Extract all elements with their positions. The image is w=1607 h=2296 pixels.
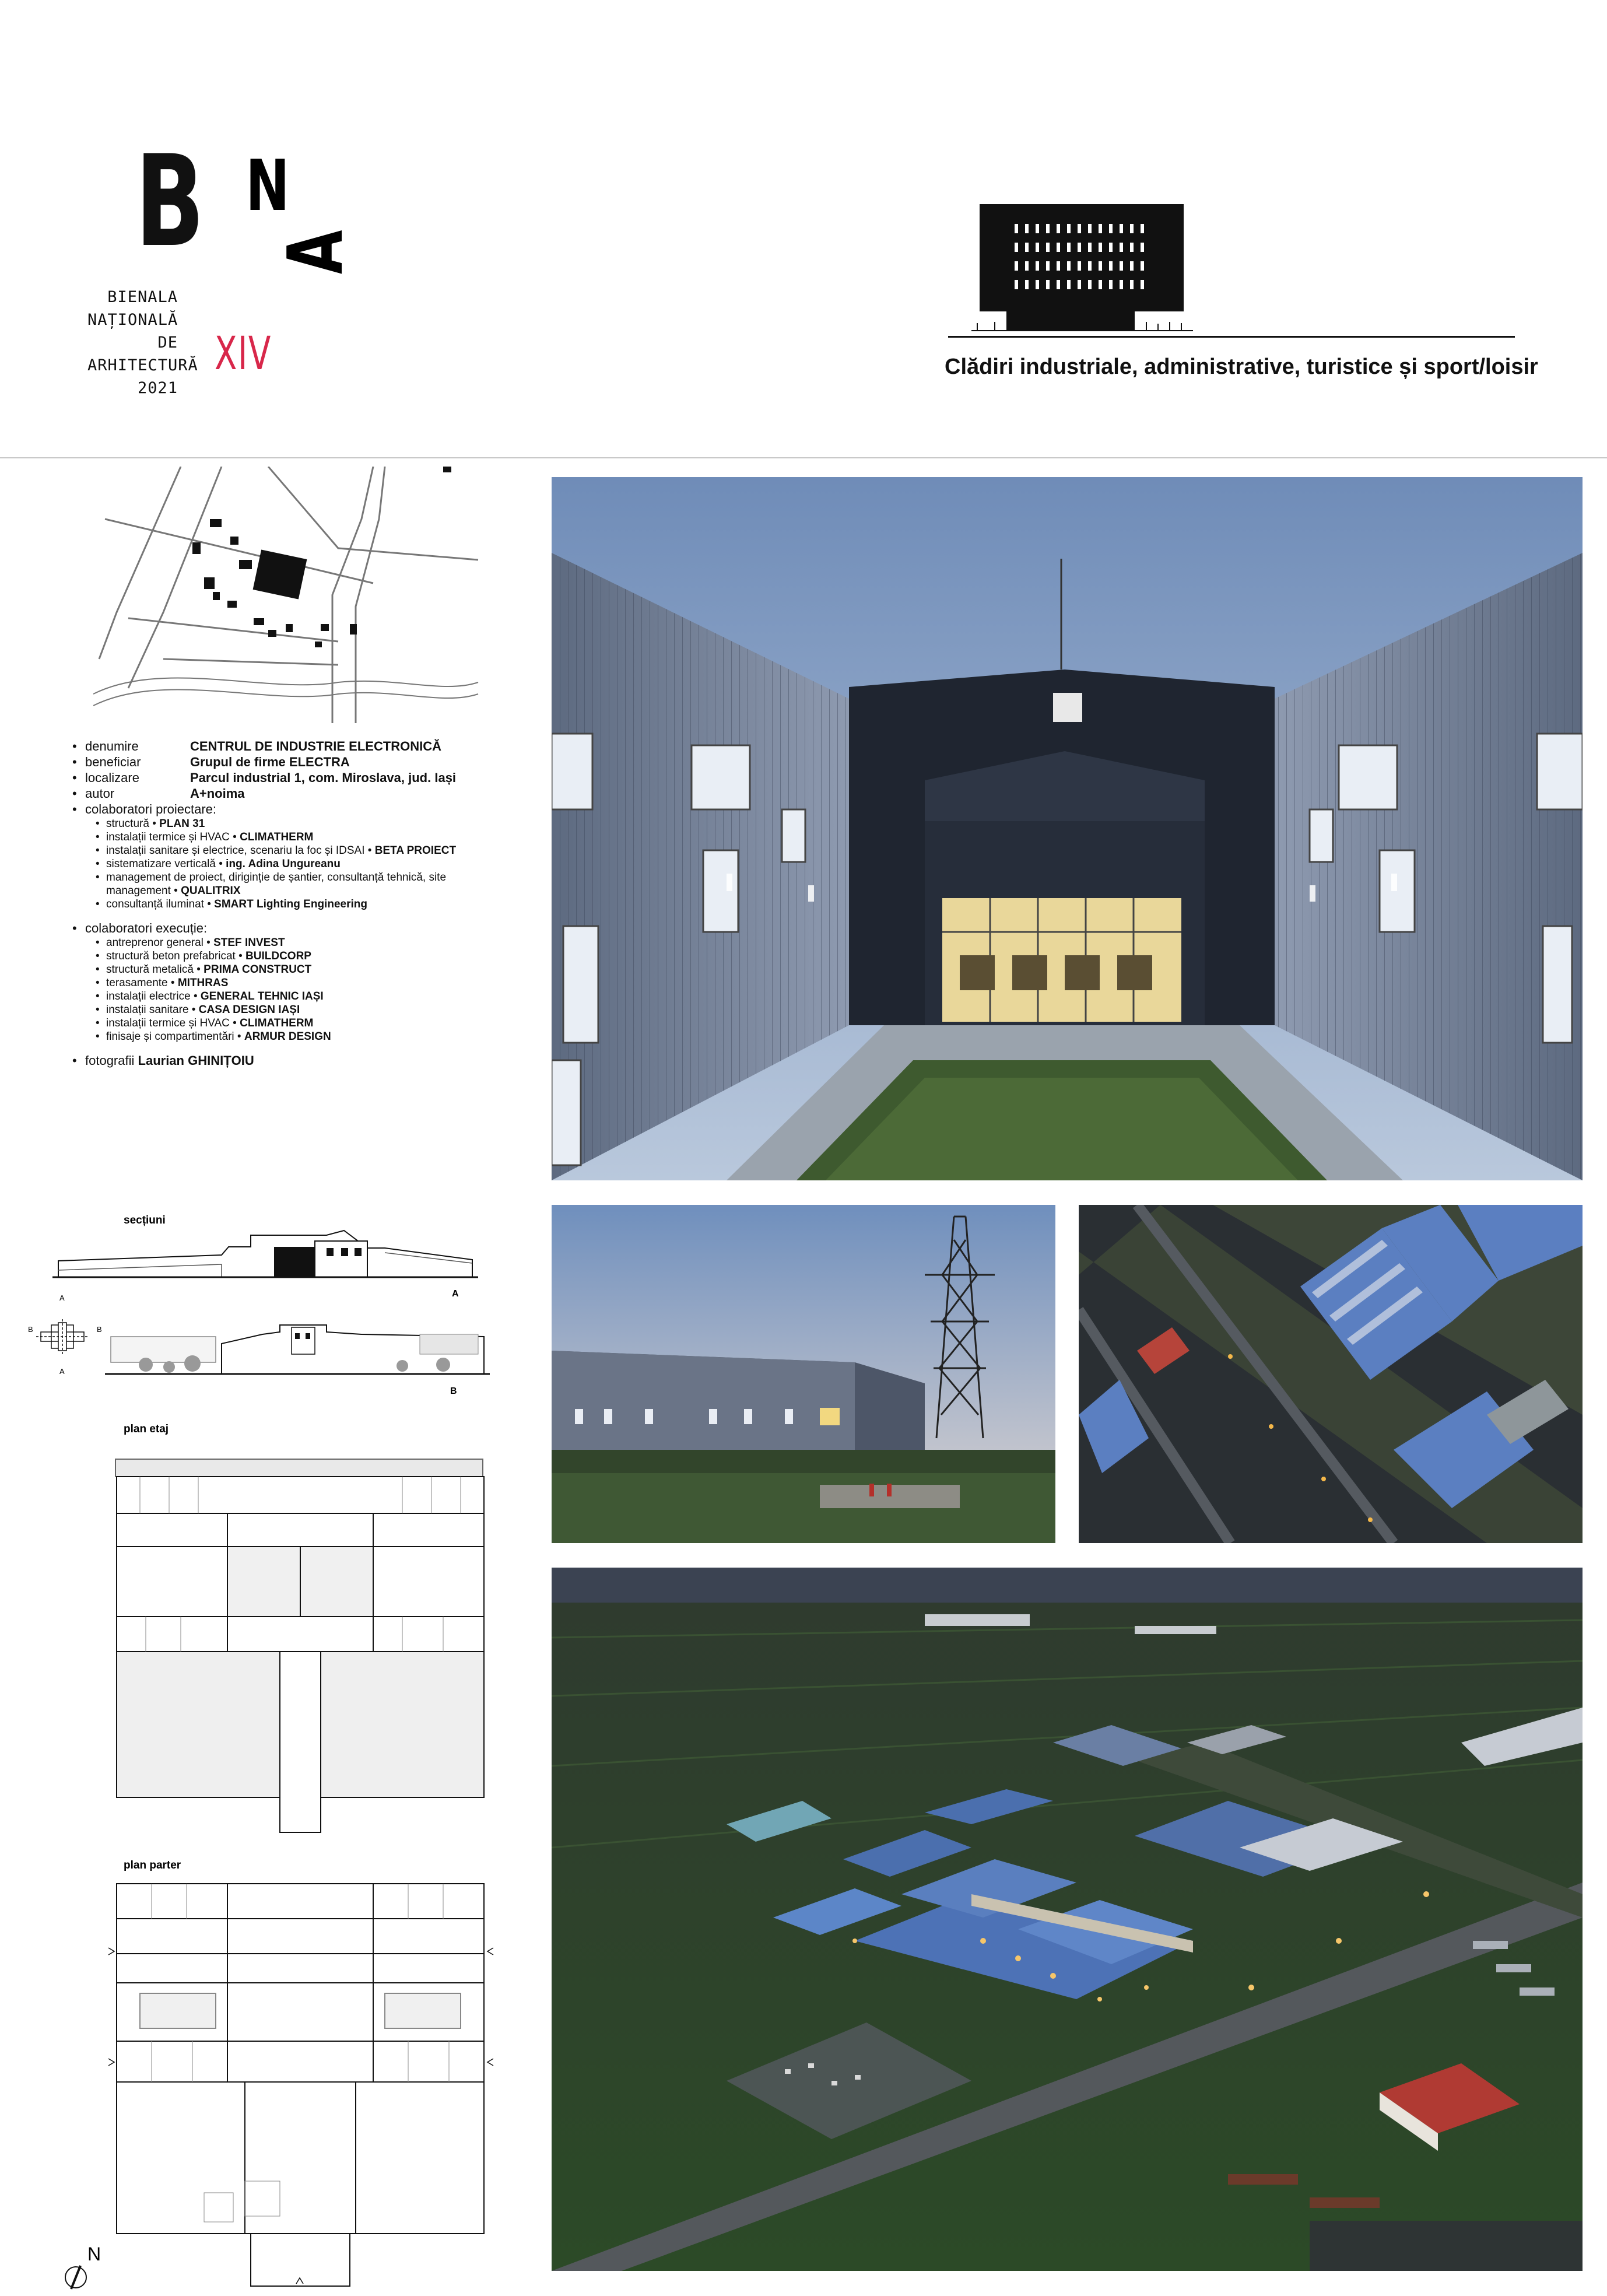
- logo-line: NAȚIONALĂ: [87, 311, 178, 329]
- key-label-b: B: [28, 1325, 33, 1334]
- logo-na-mark: [134, 128, 367, 286]
- site-location-map: [93, 467, 490, 723]
- category-title: Clădiri industriale, administrative, turistice și sport/loisir: [945, 355, 1538, 379]
- field-location: • localizare Parcul industrial 1, com. Miroslava, jud. Iași: [69, 770, 500, 786]
- ground-plan-title: plan parter: [124, 1859, 181, 1871]
- logo-line: BIENALA: [107, 288, 178, 306]
- floor-plan-drawing: [115, 1459, 484, 1832]
- execution-item: • antreprenor general • STEF INVEST: [69, 936, 500, 949]
- logo-line: DE: [157, 334, 178, 352]
- north-arrow-icon: [65, 2266, 86, 2289]
- execution-item: • structură beton prefabricat • BUILDCORP: [69, 949, 500, 963]
- logo-letter-n: N: [245, 146, 290, 227]
- photo-credit: • fotografii Laurian GHINIȚOIU: [69, 1053, 500, 1068]
- logo-wordmark: [87, 286, 198, 399]
- ground-plan-drawing: [108, 1884, 493, 2286]
- photo-courtyard-dusk: [552, 477, 1583, 1180]
- logo-letter-b: B: [135, 128, 205, 275]
- floor-plan-title: plan etaj: [124, 1423, 169, 1435]
- execution-item: • instalații sanitare • CASA DESIGN IAȘI: [69, 1003, 500, 1016]
- logo-edition: XIV: [215, 328, 272, 380]
- north-label: N: [87, 2244, 101, 2265]
- design-item: • consultanță iluminat • SMART Lighting Engineering: [69, 898, 500, 911]
- header-divider: [0, 457, 1607, 458]
- section-key-diagram: [36, 1319, 89, 1354]
- execution-item: • terasamente • MITHRAS: [69, 976, 500, 990]
- section-a-label: A: [452, 1289, 459, 1299]
- logo-letter-a: A: [272, 230, 360, 274]
- execution-item: • instalații termice și HVAC • CLIMATHERM: [69, 1016, 500, 1030]
- section-a-drawing: [52, 1231, 478, 1277]
- execution-item: • instalații electrice • GENERAL TEHNIC IAȘI: [69, 990, 500, 1003]
- photo-aerial-topdown: [1079, 1205, 1583, 1543]
- design-item: • sistematizare verticală • ing. Adina Ungureanu: [69, 857, 500, 871]
- design-heading: • colaboratori proiectare:: [69, 801, 500, 817]
- building-category-icon: [971, 198, 1193, 338]
- category-underline: [948, 336, 1515, 338]
- logo-line: 2021: [137, 379, 178, 397]
- section-b-drawing: [105, 1325, 490, 1374]
- design-item: • instalații sanitare și electrice, scenariu la foc și IDSAI • BETA PROIECT: [69, 844, 500, 857]
- architectural-drawings: [0, 1190, 513, 2296]
- design-item: • instalații termice și HVAC • CLIMATHERM: [69, 830, 500, 844]
- execution-heading: • colaboratori execuție:: [69, 920, 500, 936]
- photo-facade-pylon: [552, 1205, 1055, 1543]
- logo-line: ARHITECTURĂ: [87, 356, 198, 374]
- design-item: • management de proiect, diriginție de șantier, consultanță tehnică, site management • QUALITRIX: [69, 871, 500, 898]
- key-label-b-right: B: [97, 1325, 102, 1334]
- execution-item: • structură metalică • PRIMA CONSTRUCT: [69, 963, 500, 976]
- key-label-a: A: [59, 1294, 65, 1302]
- photo-aerial-dusk: [552, 1568, 1583, 2271]
- field-name: • denumire CENTRUL DE INDUSTRIE ELECTRONICĂ: [69, 738, 500, 754]
- project-info: [69, 738, 500, 1068]
- field-client: • beneficiar Grupul de firme ELECTRA: [69, 754, 500, 770]
- key-label-a-bottom: A: [59, 1367, 65, 1376]
- section-b-label: B: [450, 1386, 457, 1396]
- design-item: • structură • PLAN 31: [69, 817, 500, 830]
- field-author: • autor A+noima: [69, 786, 500, 801]
- sections-title: secțiuni: [124, 1214, 166, 1226]
- execution-item: • finisaje și compartimentări • ARMUR DESIGN: [69, 1030, 500, 1043]
